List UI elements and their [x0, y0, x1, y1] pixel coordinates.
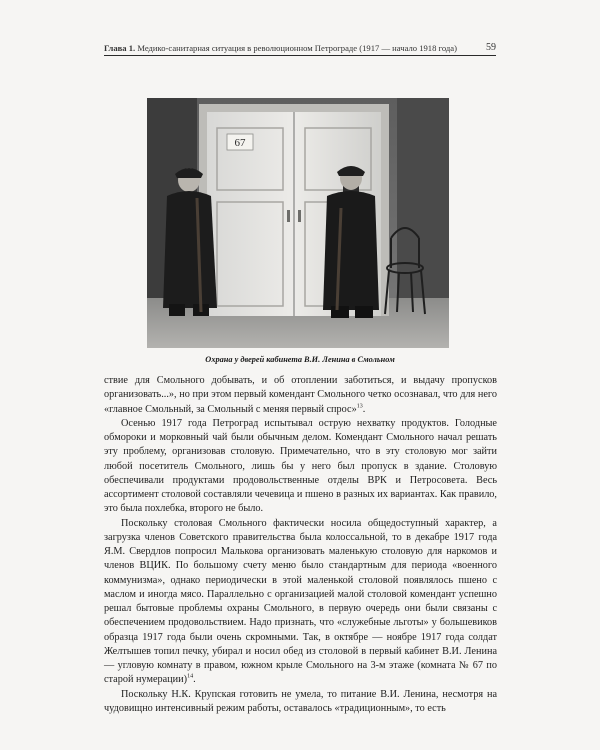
page-number: 59	[486, 42, 496, 53]
paragraph-text: Поскольку столовая Смольного фактически носила общедоступный характер, а загрузка членов Советского правительства была колоссальной, то в декабре 1917 года Я.М. Свердлов попросил Малькова организовать маленькую столовую для наркомов и членов ВЦИК. По большому счету меню было стандартным для периода «военного коммунизма», однако периодически в этой маленькой столовой появлялось пшено с маслом и иногда мясо. Параллельно с организацией малой столовой комендант успешно решал бытовые проблемы охраны Смольного, в первую очередь они были связаны с обеспечением продовольствием. Надо признать, что «служебные льготы» у большевиков образца 1917 года были очень скромными. Так, в октябре — ноябре 1917 года солдат Желтышев топил печку, убирал и носил обед из столовой в первый кабинет В.И. Ленина — угловую комнату в правом, южном крыле Смольного на 3-м этаже (комната № 67 по старой нумерации)	[104, 517, 497, 686]
historical-photo	[147, 98, 449, 348]
paragraph: ствие для Смольного добывать, и об отоплении заботиться, и выдачу пропусков организовать...», но при этом первый комендант Смольного четко осознавал, что для него «главное Смольный, за Смольный с меняя первый спрос»$^{13}$.	[104, 375, 497, 415]
header-title	[104, 43, 457, 53]
photo-caption: Охрана у дверей кабинета В.И. Ленина в Смольном	[205, 355, 395, 364]
paragraph	[104, 417, 497, 517]
paragraph: Поскольку столовая Смольного фактически носила общедоступный характер, а загрузка членов Советского правительства была колоссальной, то в декабре 1917 года Я.М. Свердлов попросил Малькова организовать маленькую столовую для наркомов и членов ВЦИК. По большому счету меню было стандартным для периода «военного коммунизма», однако периодически в этой маленькой столовой появлялось пшено с маслом и иногда мясо. Параллельно с организацией малой столовой комендант успешно решал бытовые проблемы охраны Смольного, в первую очередь они были связаны с обеспечением продовольствием. Надо признать, что «служебные льготы» у большевиков образца 1917 года были очень скромными. Так, в октябре — ноябре 1917 года солдат Желтышев топил печку, убирал и носил обед из столовой в первый кабинет В.И. Ленина — угловую комнату в правом, южном крыле Смольного на 3-м этаже (комната № 67 по старой нумерации)$^{14}$.	[104, 517, 497, 686]
chapter-label: Глава 1.	[104, 43, 136, 53]
body-text	[104, 374, 497, 716]
footnote-ref: 13	[356, 403, 363, 410]
paragraph-text: Поскольку Н.К. Крупская готовить не умела, то питание В.И. Ленина, несмотря на чудовищно интенсивный режим работы, оставалось «традиционным», то есть	[104, 688, 497, 714]
paragraph-text: ствие для Смольного добывать, и об отоплении заботиться, и выдачу пропусков организовать...», но при этом первый комендант Смольного четко осознавал, что для него «главное Смольный, за Смольный с меняя первый спрос»	[104, 375, 497, 415]
running-header	[104, 39, 496, 56]
paragraph	[104, 688, 497, 717]
footnote-ref: 14	[187, 673, 194, 680]
door-number: 67	[234, 137, 246, 149]
chapter-title: Медико-санитарная ситуация в революционном Петрограде (1917 — начало 1918 года)	[137, 43, 457, 53]
paragraph-text: Осенью 1917 года Петроград испытывал острую нехватку продуктов. Голодные обмороки и морковный чай были обычным делом. Комендант Смольного начал решать эту проблему, организовав столовую. Примечательно, что в эту столовую мог зайти любой посетитель Смольного, лишь бы у него был пропуск в здание. Столовую обеспечивали продуктами продовольственные отделы ВРК и Петросовета. Весь ассортимент столовой составляли чечевица и пшено в разных их вариантах. Как правило, это была похлебка, второго не было.	[104, 417, 497, 515]
